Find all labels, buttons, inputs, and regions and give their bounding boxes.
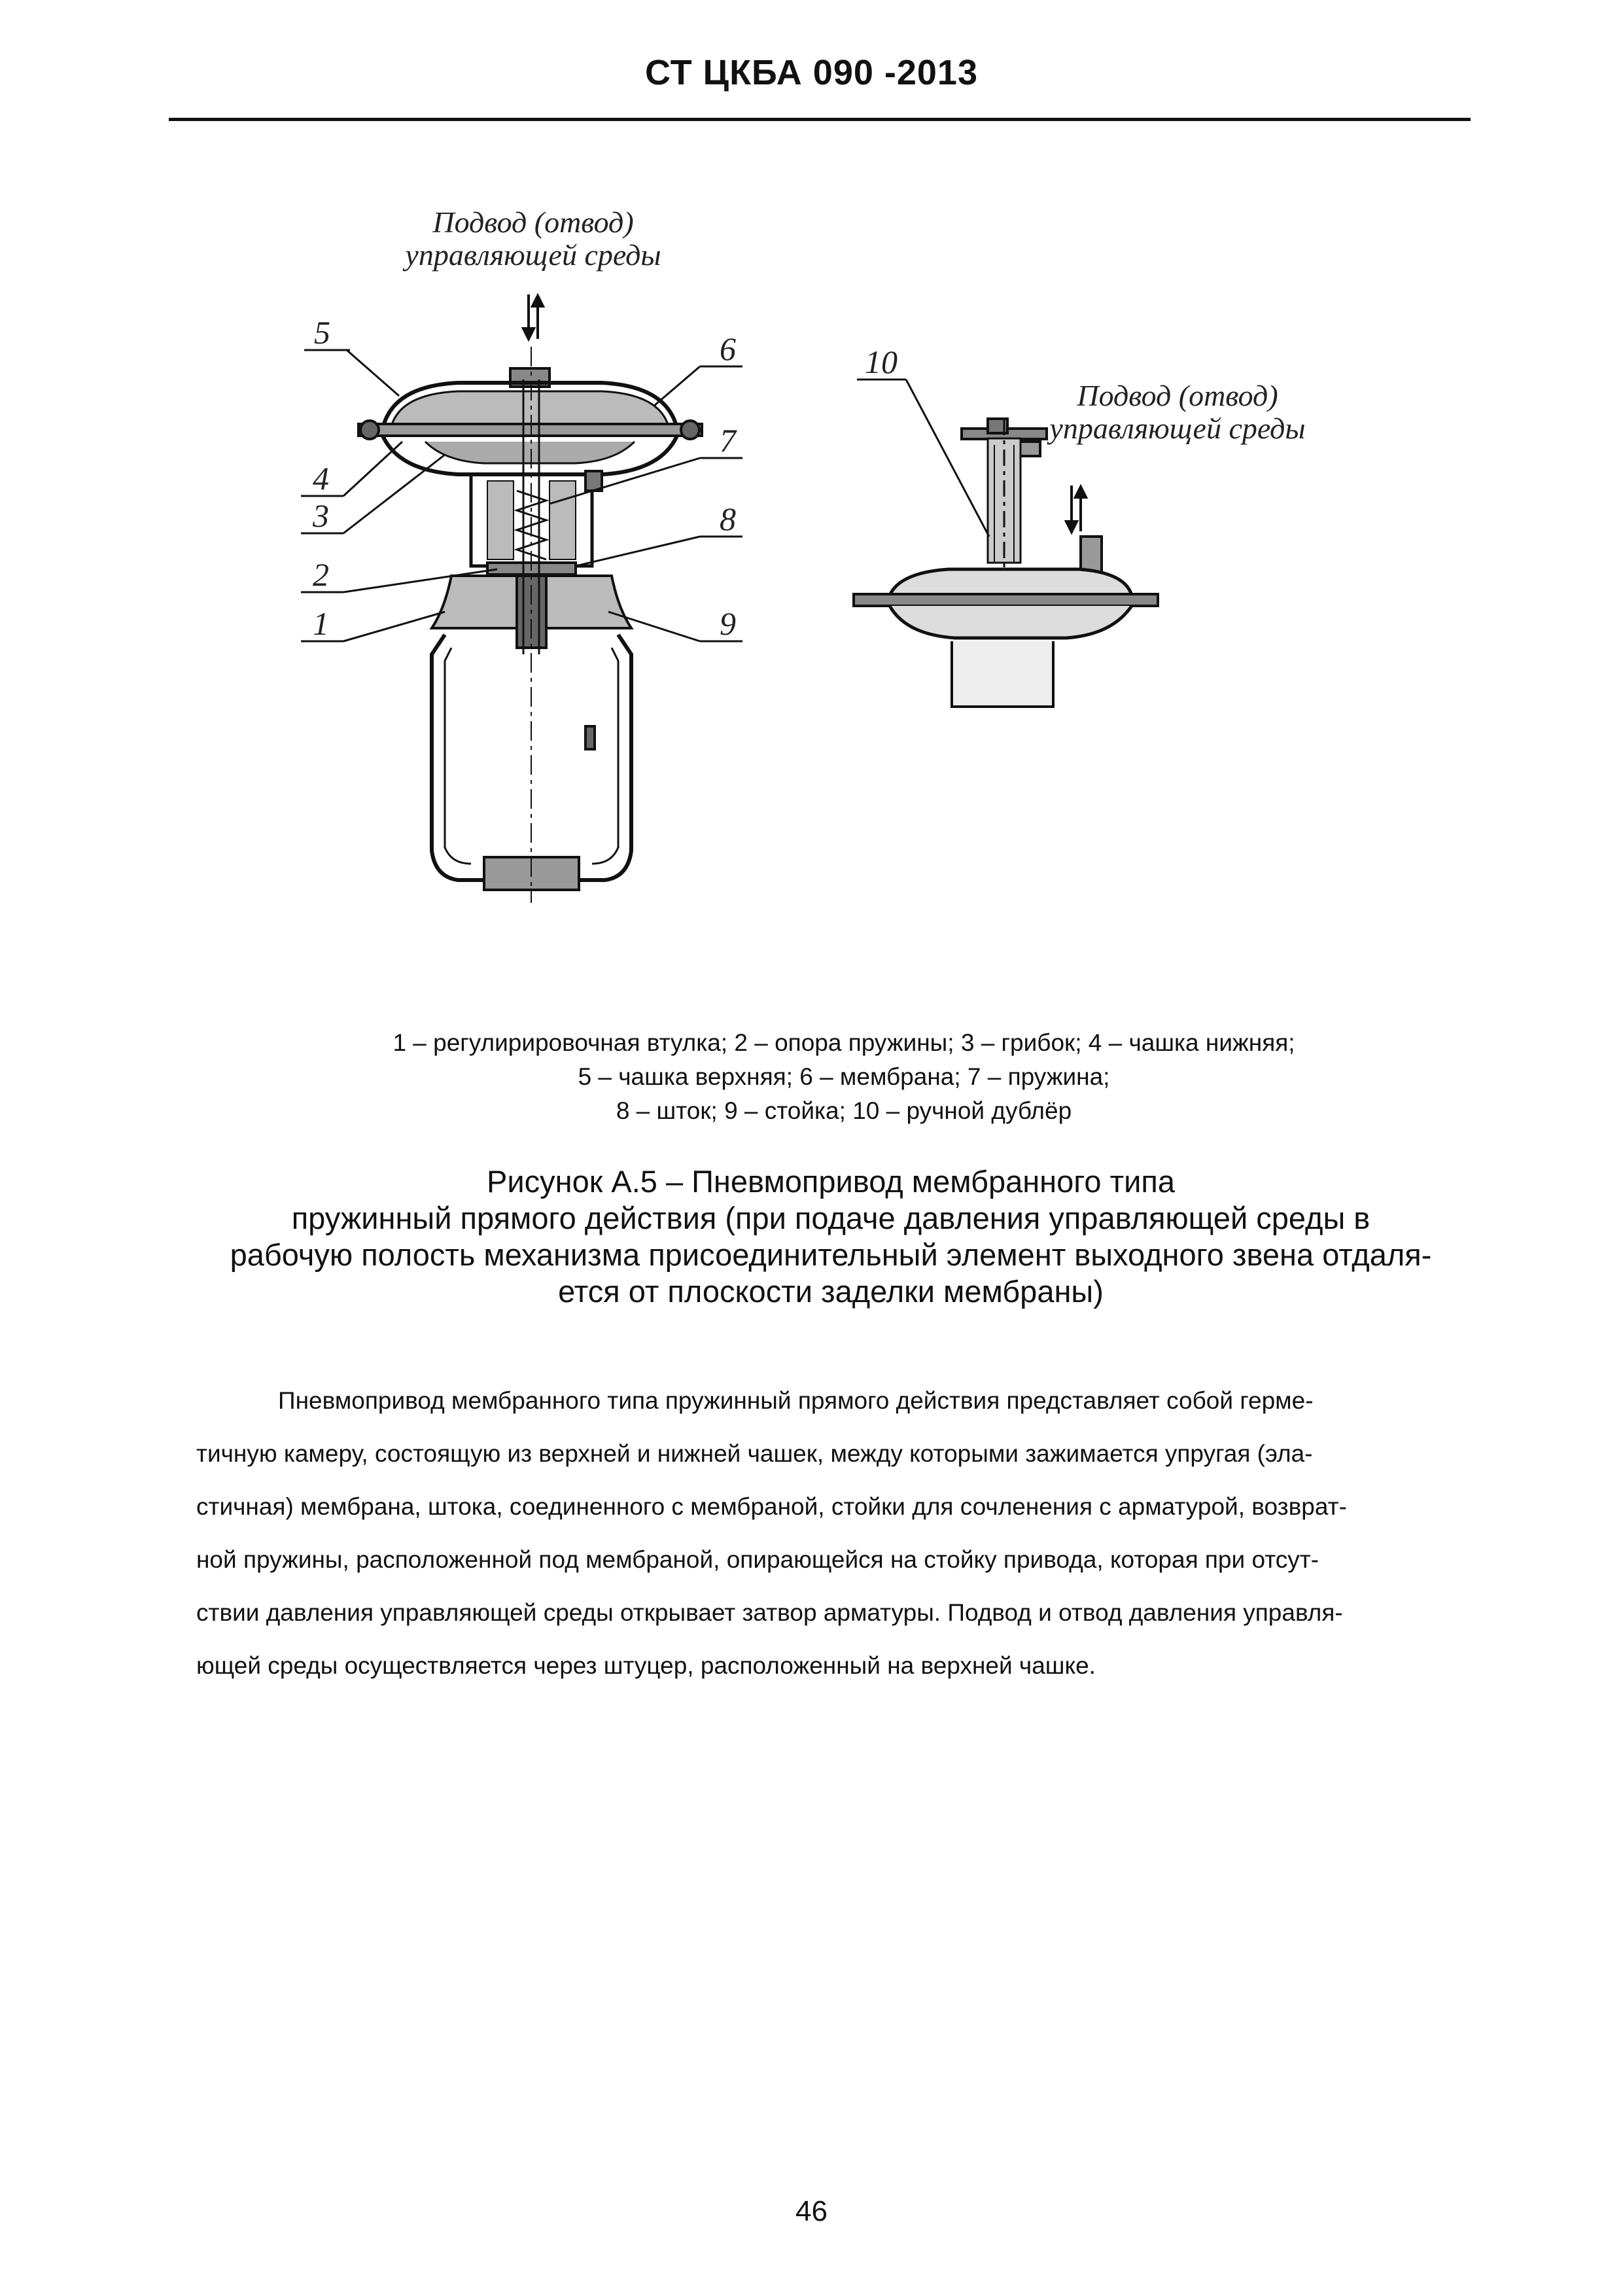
right-actuator-body [854, 419, 1158, 707]
callout-3: 3 [313, 497, 329, 534]
callout-4: 4 [313, 460, 329, 497]
right-supply-label-line2: управляющей среды [1049, 412, 1306, 445]
figure-caption [183, 1163, 1478, 1310]
paragraph-line: стичная) мембрана, штока, соединенного с мембраной, стойки для сочленения с арматурой, возврат- [196, 1493, 1347, 1520]
left-flow-arrows [523, 294, 543, 339]
caption-line: рабочую полость механизма присоединительный элемент выходного звена отдаля- [230, 1237, 1432, 1272]
callout-7: 7 [720, 422, 736, 459]
caption-line: ется от плоскости заделки мембраны) [558, 1274, 1104, 1309]
callout-10: 10 [865, 344, 898, 380]
callout-5: 5 [314, 314, 330, 351]
paragraph-line: ной пружины, расположенной под мембраной, опирающейся на стойку привода, которая при отсут- [196, 1546, 1319, 1573]
legend-line: 1 – регулирировочная втулка; 2 – опора пружины; 3 – грибок; 4 – чашка нижняя; [393, 1029, 1295, 1056]
left-supply-label-line2: управляющей среды [405, 238, 661, 272]
legend-line: 5 – чашка верхняя; 6 – мембрана; 7 – пружина; [578, 1063, 1110, 1090]
body-paragraph [196, 1374, 1478, 1692]
paragraph-line: ствии давления управляющей среды открывает затвор арматуры. Подвод и отвод давления управля- [196, 1599, 1343, 1626]
actuator-drawing-svg [0, 183, 1623, 936]
header-rule [169, 118, 1471, 121]
paragraph-line: ющей среды осуществляется через штуцер, расположенный на верхней чашке. [196, 1652, 1096, 1679]
left-supply-label-line1: Подвод (отвод) [432, 205, 634, 239]
callout-8: 8 [720, 501, 736, 537]
figure-legend [196, 1026, 1492, 1128]
callout-1: 1 [313, 605, 329, 642]
legend-line: 8 – шток; 9 – стойка; 10 – ручной дублёр [616, 1097, 1072, 1124]
callout-6: 6 [720, 330, 736, 367]
caption-line: Рисунок А.5 – Пневмопривод мембранного типа [487, 1164, 1175, 1199]
callout-2: 2 [313, 556, 329, 593]
figure-a5-drawing [0, 183, 1623, 936]
right-supply-label-line1: Подвод (отвод) [1077, 379, 1278, 412]
paragraph-line: Пневмопривод мембранного типа пружинный прямого действия представляет собой герме- [278, 1387, 1314, 1414]
callout-9: 9 [720, 605, 736, 642]
paragraph-line: тичную камеру, состоящую из верхней и нижней чашек, между которыми зажимается упругая (эла- [196, 1440, 1313, 1467]
right-flow-arrows [1066, 486, 1086, 532]
document-code-header: СТ ЦКБА 090 -2013 [644, 53, 978, 92]
page-number: 46 [795, 2195, 828, 2227]
caption-line: пружинный прямого действия (при подаче давления управляющей среды в [291, 1201, 1370, 1235]
right-callout-leader [857, 380, 989, 537]
